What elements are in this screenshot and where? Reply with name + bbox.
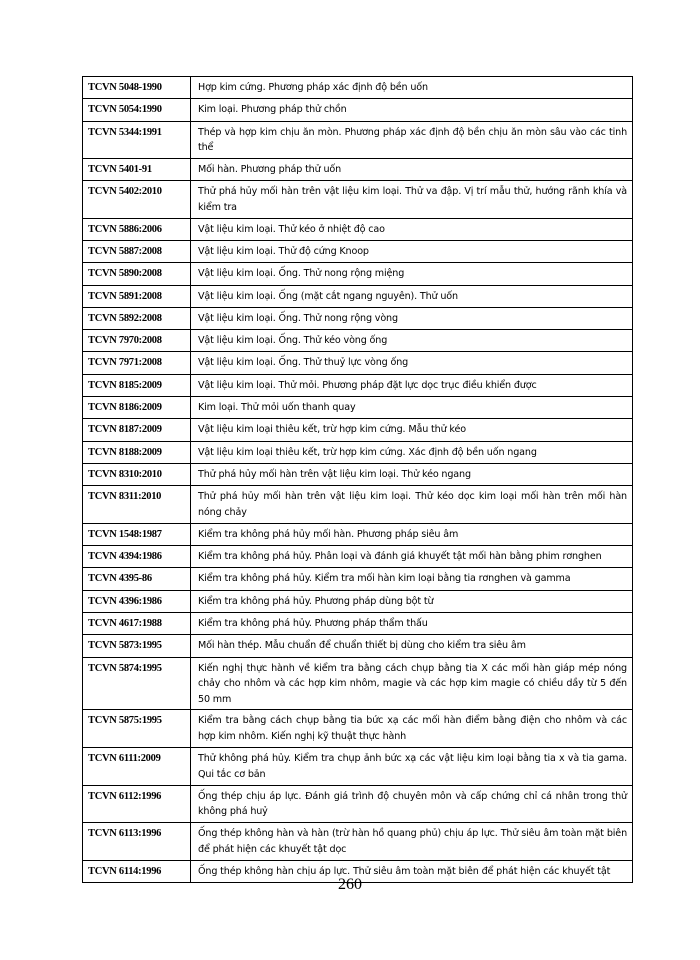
standard-code: TCVN 6113:1996 [83, 823, 191, 861]
standard-code: TCVN 8311:2010 [83, 486, 191, 524]
table-row [83, 218, 633, 240]
standard-code: TCVN 8310:2010 [83, 463, 191, 485]
standard-title: Hợp kim cứng. Phương pháp xác định độ bền uốn [191, 77, 633, 99]
table-row [83, 463, 633, 485]
standard-title: Thử không phá hủy. Kiểm tra chụp ảnh bức xạ các vật liệu kim loại bằng tia x và tia gama. Qui tắc cơ bản [191, 747, 633, 785]
standard-code: TCVN 5890:2008 [83, 263, 191, 285]
standard-title: Thử phá hủy mối hàn trên vật liệu kim loại. Thử va đập. Vị trí mẫu thử, hướng rãnh khía và kiểm tra [191, 181, 633, 219]
table-row [83, 240, 633, 262]
standard-title: Ống thép không hàn và hàn (trừ hàn hồ quang phủ) chịu áp lực. Thử siêu âm toàn mặt biên để phát hiện các khuyết tật dọc [191, 823, 633, 861]
standard-title: Vật liệu kim loại. Thử độ cứng Knoop [191, 240, 633, 262]
standard-code: TCVN 5873:1995 [83, 635, 191, 657]
table-row [83, 307, 633, 329]
table-row [83, 121, 633, 158]
standard-title: Vật liệu kim loại thiêu kết, trừ hợp kim cứng. Mẫu thử kéo [191, 419, 633, 441]
standard-title: Kiến nghị thực hành về kiểm tra bằng cách chụp bằng tia X các mối hàn giáp mép nóng chảy cho nhôm và các hợp kim nhôm, magie và các hợp kim magie có chiều dầy từ 5 đến 50 mm [191, 657, 633, 710]
standard-title: Vật liệu kim loại. Thử mỏi. Phương pháp đặt lực dọc trục điều khiển được [191, 374, 633, 396]
table-row [83, 486, 633, 524]
table-row [83, 590, 633, 612]
standard-title: Vật liệu kim loại. Ống. Thử thuỷ lực vòng ống [191, 352, 633, 374]
standard-code: TCVN 4394:1986 [83, 546, 191, 568]
standard-title: Kiểm tra không phá hủy. Phương pháp dùng bột từ [191, 590, 633, 612]
standard-code: TCVN 7971:2008 [83, 352, 191, 374]
standard-title: Thử phá hủy mối hàn trên vật liệu kim loại. Thử kéo dọc kim loại mối hàn trên mối hàn nóng chảy [191, 486, 633, 524]
standards-table [82, 76, 633, 883]
standard-code: TCVN 5054:1990 [83, 99, 191, 121]
standard-code: TCVN 5874:1995 [83, 657, 191, 710]
standard-title: Kiểm tra không phá hủy mối hàn. Phương pháp siêu âm [191, 523, 633, 545]
standard-title: Vật liệu kim loại. Ống (mặt cắt ngang nguyên). Thử uốn [191, 285, 633, 307]
standard-code: TCVN 4395-86 [83, 568, 191, 590]
standard-title: Vật liệu kim loại. Ống. Thử nong rộng vòng [191, 307, 633, 329]
standard-title: Vật liệu kim loại thiêu kết, trừ hợp kim cứng. Xác định độ bền uốn ngang [191, 441, 633, 463]
standard-code: TCVN 8188:2009 [83, 441, 191, 463]
standard-code: TCVN 5892:2008 [83, 307, 191, 329]
standard-code: TCVN 8185:2009 [83, 374, 191, 396]
standard-code: TCVN 4396:1986 [83, 590, 191, 612]
standard-code: TCVN 7970:2008 [83, 330, 191, 352]
standard-title: Kim loại. Thử mỏi uốn thanh quay [191, 397, 633, 419]
table-row [83, 568, 633, 590]
table-row [83, 747, 633, 785]
standard-code: TCVN 5886:2006 [83, 218, 191, 240]
standard-code: TCVN 4617:1988 [83, 613, 191, 635]
standard-code: TCVN 5401-91 [83, 158, 191, 180]
page-number: 260 [338, 876, 362, 893]
standard-code: TCVN 5887:2008 [83, 240, 191, 262]
standard-title: Mối hàn thép. Mẫu chuẩn để chuẩn thiết bị dùng cho kiểm tra siêu âm [191, 635, 633, 657]
table-row [83, 330, 633, 352]
standard-code: TCVN 8187:2009 [83, 419, 191, 441]
standard-title: Vật liệu kim loại. Ống. Thử nong rộng miệng [191, 263, 633, 285]
table-row [83, 823, 633, 861]
table-row [83, 263, 633, 285]
standard-title: Kiểm tra không phá hủy. Phương pháp thẩm thấu [191, 613, 633, 635]
standard-title: Kiểm tra không phá hủy. Phân loại và đánh giá khuyết tật mối hàn bằng phim rơnghen [191, 546, 633, 568]
table-row [83, 77, 633, 99]
table-row [83, 635, 633, 657]
standard-title: Thép và hợp kim chịu ăn mòn. Phương pháp xác định độ bền chịu ăn mòn sâu vào các tinh thể [191, 121, 633, 158]
table-row [83, 657, 633, 710]
standard-code: TCVN 6112:1996 [83, 785, 191, 823]
standard-title: Kiểm tra bằng cách chụp bằng tia bức xạ các mối hàn điểm bằng điện cho nhôm và các hợp kim nhôm. Kiến nghị kỹ thuật thực hành [191, 710, 633, 748]
standard-code: TCVN 5344:1991 [83, 121, 191, 158]
table-row [83, 181, 633, 219]
standard-title: Ống thép không hàn chịu áp lực. Thử siêu âm toàn mặt biên để phát hiện các khuyết tật [191, 860, 633, 882]
table-row [83, 419, 633, 441]
standard-code: TCVN 6111:2009 [83, 747, 191, 785]
table-row [83, 546, 633, 568]
standard-code: TCVN 1548:1987 [83, 523, 191, 545]
table-row [83, 710, 633, 748]
standard-title: Kim loại. Phương pháp thử chồn [191, 99, 633, 121]
standard-title: Kiểm tra không phá hủy. Kiểm tra mối hàn kim loại bằng tia rơnghen và gamma [191, 568, 633, 590]
standard-title: Thử phá hủy mối hàn trên vật liệu kim loại. Thử kéo ngang [191, 463, 633, 485]
standard-title: Vật liệu kim loại. Thử kéo ở nhiệt độ cao [191, 218, 633, 240]
standard-code: TCVN 5048-1990 [83, 77, 191, 99]
standard-code: TCVN 5402:2010 [83, 181, 191, 219]
table-row [83, 613, 633, 635]
standard-title: Mối hàn. Phương pháp thử uốn [191, 158, 633, 180]
standard-code: TCVN 5875:1995 [83, 710, 191, 748]
standard-code: TCVN 5891:2008 [83, 285, 191, 307]
standard-title: Ống thép chịu áp lực. Đánh giá trình độ chuyên môn và cấp chứng chỉ cá nhân trong thử không phá huỷ [191, 785, 633, 823]
table-row [83, 785, 633, 823]
table-row [83, 352, 633, 374]
table-row [83, 523, 633, 545]
table-row [83, 374, 633, 396]
table-row [83, 99, 633, 121]
standard-title: Vật liệu kim loại. Ống. Thử kéo vòng ống [191, 330, 633, 352]
table-row [83, 397, 633, 419]
table-row [83, 441, 633, 463]
table-row [83, 285, 633, 307]
table-row [83, 158, 633, 180]
standard-code: TCVN 8186:2009 [83, 397, 191, 419]
standard-code: TCVN 6114:1996 [83, 860, 191, 882]
